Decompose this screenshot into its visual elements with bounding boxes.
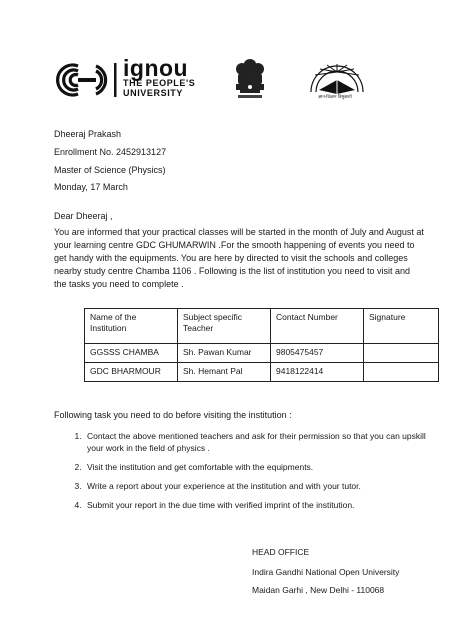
cell-teacher: Sh. Hemant Pal [178,363,271,382]
cell-contact: 9418122414 [271,363,364,382]
cell-signature [364,344,439,363]
footer-university: Indira Gandhi National Open University [252,567,400,577]
cell-institution: GGSSS CHAMBA [85,344,178,363]
table-row [85,363,439,382]
national-emblem-icon [232,56,268,102]
col-header-teacher: Subject specific Teacher [178,309,271,344]
task-item: 4. Submit your report in the due time with verified imprint of the institution. [84,499,434,511]
institution-table [84,308,439,382]
task-list [68,430,434,518]
body-paragraph: You are informed that your practical classes will be started in the month of July and August at your learning centre GDC GHUMARWIN .For the smooth happening of events you need to get handy with the equipments. You are here by directed to visit the schools and colleges nearby study centre Chamba 1106 . Following is the list of institution you need to visit and the tasks you need to complete . [54,227,424,289]
table-row [85,344,439,363]
letter-date: Monday, 17 March [54,182,128,192]
task-item: 2. Visit the institution and get comfortable with the equipments. [84,461,434,473]
ugc-motto: ज्ञान-विज्ञान विमुक्तये [318,94,352,99]
enrollment-number: Enrollment No. 2452913127 [54,147,167,157]
footer-address: Maidan Garhi , New Delhi - 110068 [252,585,385,595]
ignou-tagline-2: UNIVERSITY [123,88,184,98]
task-item: 1. Contact the above mentioned teachers and ask for their permission so that you can upskill your work in the field of physics . [84,430,434,454]
salutation: Dear Dheeraj , [54,211,113,221]
col-header-institution: Name of the Institution [85,309,178,344]
footer-office: HEAD OFFICE [252,547,310,557]
table-header-row [85,309,439,344]
ignou-word: ignou [123,55,189,81]
ignou-wordmark [123,55,196,98]
cell-contact: 9805475457 [271,344,364,363]
student-name: Dheeraj Prakash [54,129,122,139]
task-item: 3. Write a report about your experience at the institution and with your tutor. [84,480,434,492]
ignou-tagline-1: THE PEOPLE'S [123,78,196,88]
col-header-signature: Signature [364,309,439,344]
tasks-heading: Following task you need to do before visiting the institution : [54,410,292,420]
cell-institution: GDC BHARMOUR [85,363,178,382]
cell-teacher: Sh. Pawan Kumar [178,344,271,363]
col-header-contact: Contact Number [271,309,364,344]
cell-signature [364,363,439,382]
programme: Master of Science (Physics) [54,165,166,175]
